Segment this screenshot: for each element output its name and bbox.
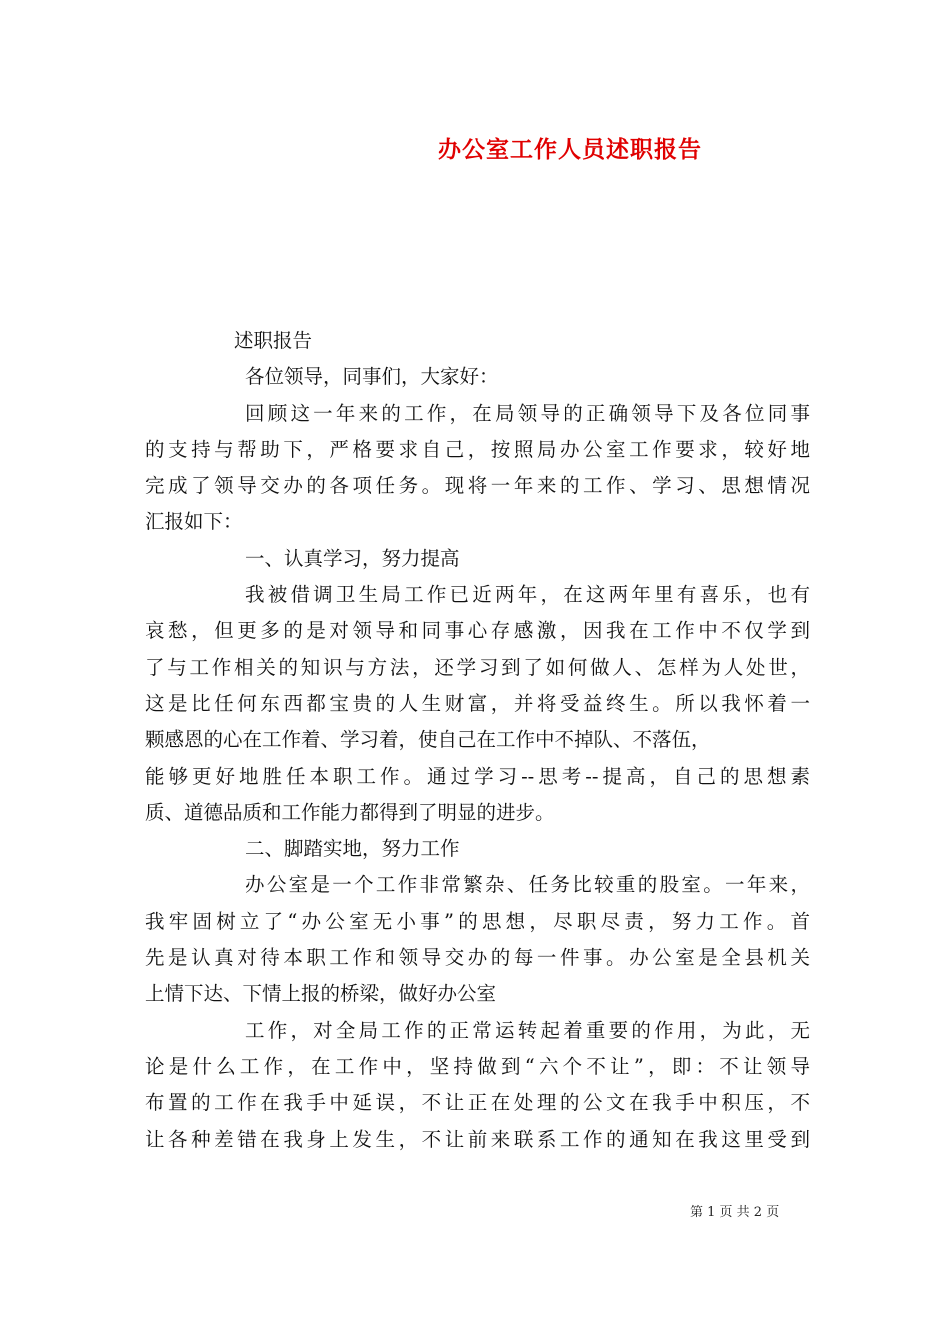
body-line: 回顾这一年来的工作，在局领导的正确领导下及各位同事 (245, 401, 810, 425)
body-line: 哀愁，但更多的是对领导和同事心存感激，因我在工作中不仅学到 (145, 619, 810, 643)
page-number: 第 1 页 共 2 页 (690, 1205, 780, 1220)
body-line: 的支持与帮助下，严格要求自己，按照局办公室工作要求，较好地 (145, 437, 810, 461)
body-line: 我牢固树立了“办公室无小事”的思想，尽职尽责，努力工作。首 (145, 909, 810, 933)
body-line: 颗感恩的心在工作着、学习着，使自己在工作中不掉队、不落伍， (145, 728, 711, 752)
body-line: 二、脚踏实地，努力工作 (245, 837, 460, 861)
document-title: 办公室工作人员述职报告 (438, 136, 702, 163)
body-line: 这是比任何东西都宝贵的人生财富，并将受益终生。所以我怀着一 (145, 691, 810, 715)
body-line: 论是什么工作，在工作中，坚持做到“六个不让”，即：不让领导 (145, 1054, 810, 1078)
body-line: 完成了领导交办的各项任务。现将一年来的工作、学习、思想情况 (145, 474, 810, 498)
body-line: 能够更好地胜任本职工作。通过学习--思考--提高，自己的思想素 (145, 764, 810, 788)
document-body (145, 323, 810, 1158)
body-line: 上情下达、下情上报的桥梁，做好办公室 (145, 982, 497, 1006)
body-line: 汇报如下： (145, 510, 243, 534)
body-line: 布置的工作在我手中延误，不让正在处理的公文在我手中积压，不 (145, 1091, 810, 1115)
body-line: 一、认真学习，努力提高 (245, 546, 460, 570)
body-line: 各位领导，同事们，大家好： (245, 365, 499, 389)
body-line: 我被借调卫生局工作已近两年，在这两年里有喜乐，也有 (245, 583, 810, 607)
body-line: 让各种差错在我身上发生，不让前来联系工作的通知在我这里受到 (145, 1127, 810, 1151)
body-line: 工作，对全局工作的正常运转起着重要的作用，为此，无 (245, 1018, 810, 1042)
body-line: 办公室是一个工作非常繁杂、任务比较重的股室。一年来， (245, 873, 810, 897)
body-line: 述职报告 (234, 329, 313, 352)
body-line: 了与工作相关的知识与方法，还学习到了如何做人、怎样为人处世， (145, 655, 810, 679)
body-line: 先是认真对待本职工作和领导交办的每一件事。办公室是全县机关 (145, 946, 810, 970)
body-line: 质、道德品质和工作能力都得到了明显的进步。 (145, 800, 555, 824)
